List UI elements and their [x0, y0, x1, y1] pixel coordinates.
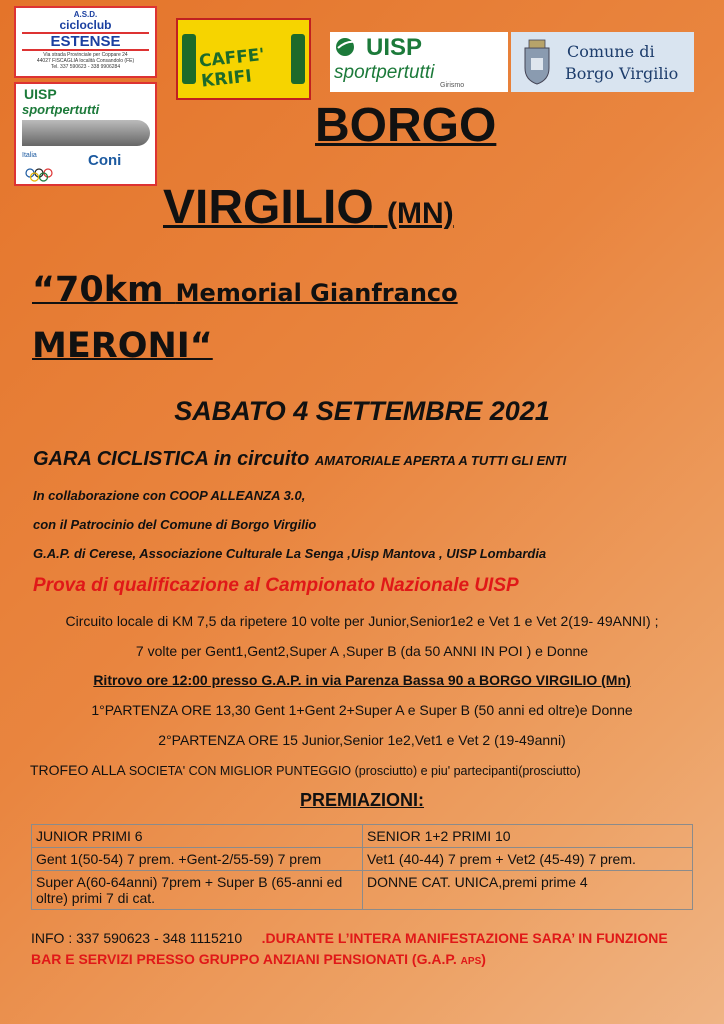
logo-address: Via strada Provinciale per Coppare 24: [43, 52, 128, 58]
gara-heading: [33, 448, 566, 471]
title-virgilio-text: VIRGILIO: [163, 181, 374, 234]
collab-line-3: G.A.P. di Cerese, Associazione Culturale La Senga ,Uisp Mantova , UISP Lombardia: [33, 546, 547, 561]
table-cell: SENIOR 1+2 PRIMI 10: [363, 825, 693, 848]
title-mn: (MN): [387, 197, 454, 230]
olympic-rings-icon: [24, 168, 64, 182]
premiazioni-title: PREMIAZIONI:: [300, 790, 424, 810]
table-cell: DONNE CAT. UNICA,premi prime 4: [363, 871, 693, 910]
uisp-small-title: UISP: [24, 86, 57, 102]
coffee-can-icon: [291, 34, 305, 84]
trophy-info: [30, 762, 581, 778]
uisp-sportpertutti: sportpertutti: [334, 62, 435, 83]
title-meroni: MERONI“: [32, 326, 213, 366]
uisp-girismo: Girismo: [440, 82, 465, 89]
coni-label: Coni: [88, 152, 122, 169]
event-date: SABATO 4 SETTEMBRE 2021: [174, 396, 550, 426]
italia-label: Italia: [22, 152, 37, 159]
logo-estense: ESTENSE: [22, 32, 149, 51]
caffe-krifi-text: CAFFE' KRIFI: [198, 44, 266, 92]
comune-line2: Borgo Virgilio: [565, 64, 679, 83]
meeting-info: Ritrovo ore 12:00 presso G.A.P. in via Parenza Bassa 90 a BORGO VIRGILIO (Mn): [93, 672, 631, 688]
coffee-can-icon: [182, 34, 196, 84]
circuit-info: Circuito locale di KM 7,5 da ripetere 10 volte per Junior,Senior1e2 e Vet 1 e Vet 2(19- 49ANNI) ;: [65, 613, 659, 629]
table-cell: JUNIOR PRIMI 6: [32, 825, 363, 848]
table-row: [32, 825, 693, 848]
table-row: [32, 871, 693, 910]
collab-line-2: con il Patrocinio del Comune di Borgo Virgilio: [33, 517, 317, 532]
table-cell: Gent 1(50-54) 7 prem. +Gent-2/55-59) 7 prem: [32, 848, 363, 871]
title-memorial: [32, 270, 458, 310]
logo-city: 44027 FISCAGLIA località Consandolo (FE): [36, 58, 135, 64]
comune-borgo-virgilio-logo: [511, 32, 694, 92]
swoosh-graphic: [22, 120, 150, 146]
logo-tel: Tel. 337 590623 - 338 9906284: [50, 64, 121, 70]
title-borgo: BORGO: [315, 99, 497, 152]
info-notice: .DURANTE L’INTERA MANIFESTAZIONE SARA’ IN FUNZIONE BAR E SERVIZI PRESSO GRUPPO ANZIANI PENSIONATI (G.A.P.: [31, 930, 668, 967]
logo-cicloclub: cicloclub: [59, 18, 112, 32]
uisp-small-sub: sportpertutti: [22, 102, 100, 117]
cicloclub-estense-logo: [14, 6, 157, 78]
laps-info: 7 volte per Gent1,Gent2,Super A ,Super B (da 50 ANNI IN POI ) e Donne: [135, 643, 589, 659]
uisp-coni-logo: [14, 82, 157, 186]
footer-info: [31, 928, 691, 972]
trophy-b: SOCIETA' CON MIGLIOR PUNTEGGIO (prosciutto) e piu' partecipanti(prosciutto): [128, 764, 581, 778]
gara-sub: AMATORIALE APERTA A TUTTI GLI ENTI: [314, 453, 567, 468]
comune-line1: Comune di: [567, 42, 655, 61]
title-virgilio: [163, 180, 454, 235]
uisp-sportpertutti-logo: [330, 32, 508, 92]
caffe-krifi-logo: [176, 18, 311, 100]
start-2-info: 2°PARTENZA ORE 15 Junior,Senior 1e2,Vet1 e Vet 2 (19-49anni): [158, 732, 566, 748]
table-cell: Vet1 (40-44) 7 prem + Vet2 (45-49) 7 prem.: [363, 848, 693, 871]
coat-of-arms-icon: [517, 38, 557, 86]
uisp-title: UISP: [366, 34, 423, 61]
uisp-runner-icon: [334, 36, 364, 58]
table-cell: Super A(60-64anni) 7prem + Super B (65-anni ed oltre) primi 7 di cat.: [32, 871, 363, 910]
trophy-a: TROFEO ALLA: [30, 762, 125, 778]
memorial-70km: “70km: [32, 270, 164, 310]
premiazioni-table: [31, 824, 693, 910]
start-1-info: 1°PARTENZA ORE 13,30 Gent 1+Gent 2+Super A e Super B (50 anni ed oltre)e Donne: [91, 702, 633, 718]
table-row: [32, 848, 693, 871]
qualification-notice: Prova di qualificazione al Campionato Nazionale UISP: [33, 575, 519, 596]
collab-line-1: In collaborazione con COOP ALLEANZA 3.0,: [33, 488, 306, 503]
info-aps: APS: [460, 956, 482, 967]
memorial-name: Memorial Gianfranco: [175, 279, 458, 307]
gara-main: GARA CICLISTICA in circuito: [33, 448, 310, 470]
info-close: ): [481, 951, 486, 967]
info-contact: INFO : 337 590623 - 348 1115210: [31, 930, 243, 946]
logo-asd: A.S.D.: [73, 10, 98, 19]
